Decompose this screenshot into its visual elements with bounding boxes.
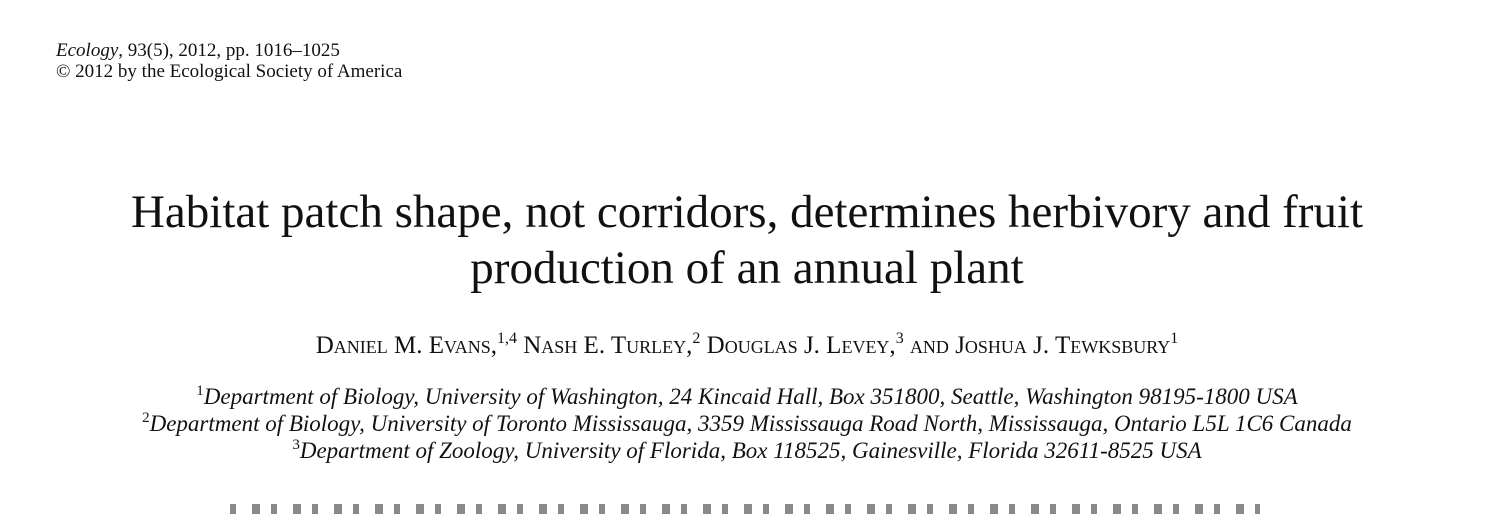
cropped-next-line	[230, 504, 1260, 514]
author-name: Nash E. Turley,	[523, 332, 693, 359]
affiliation-text: Department of Biology, University of Washington, 24 Kincaid Hall, Box 351800, Seattle, Washington 98195-1800 USA	[203, 384, 1298, 409]
affiliation-text: Department of Biology, University of Toronto Mississauga, 3359 Mississauga Road North, Mississauga, Ontario L5L 1C6 Canada	[149, 411, 1352, 436]
citation-line	[56, 40, 402, 61]
author-name: Douglas J. Levey,	[706, 332, 896, 359]
affiliation-list	[0, 383, 1494, 464]
affiliation-item	[0, 383, 1494, 410]
author-affiliation-mark: 1,4	[496, 330, 517, 347]
title-line-2: production of an annual plant	[470, 242, 1024, 294]
journal-name: Ecology	[56, 40, 119, 61]
affiliation-mark: 3	[292, 437, 300, 453]
affiliation-mark: 2	[142, 410, 150, 426]
author-list	[0, 331, 1494, 361]
author-affiliation-mark: 1	[1170, 330, 1179, 347]
affiliation-item	[0, 437, 1494, 464]
author-name: Daniel M. Evans,	[315, 332, 497, 359]
citation-details: , 93(5), 2012, pp. 1016–1025	[118, 40, 340, 61]
title-line-1: Habitat patch shape, not corridors, determines herbivory and fruit	[130, 186, 1364, 238]
author-affiliation-mark: 2	[692, 330, 701, 347]
author-affiliation-mark: 3	[895, 330, 904, 347]
author-name: Joshua J. Tewksbury	[955, 332, 1171, 359]
affiliation-item	[0, 410, 1494, 437]
author-conjunction: and	[909, 332, 949, 359]
article-title	[0, 184, 1494, 296]
journal-header	[56, 40, 402, 82]
copyright-line: © 2012 by the Ecological Society of America	[56, 61, 403, 82]
affiliation-text: Department of Zoology, University of Florida, Box 118525, Gainesville, Florida 32611-8525 USA	[299, 438, 1202, 463]
affiliation-mark: 1	[196, 383, 204, 399]
